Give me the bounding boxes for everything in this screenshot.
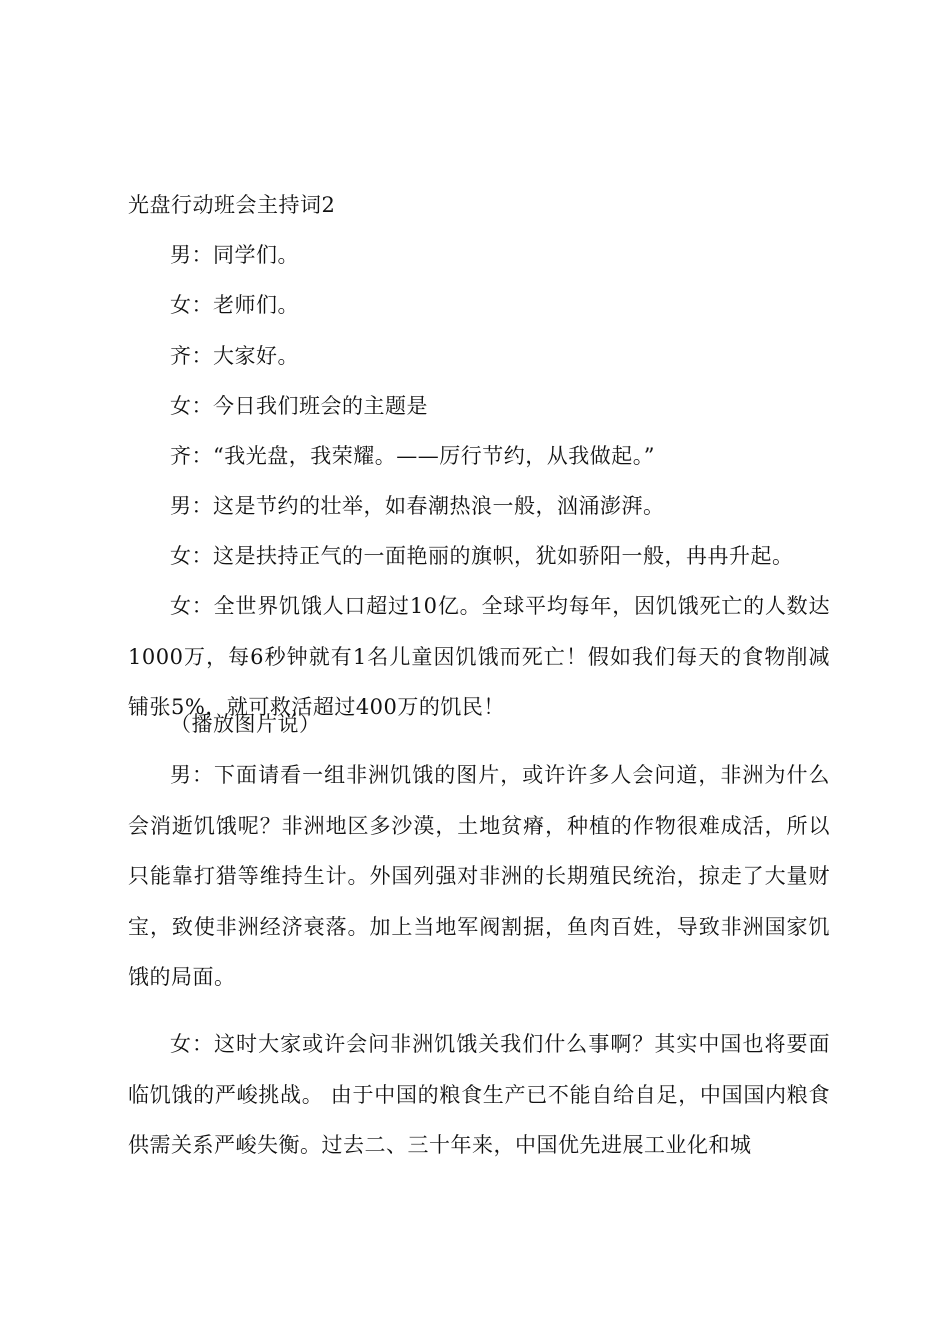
paragraph-hunger: 女：全世界饥饿人口超过10亿。全球平均每年，因饥饿死亡的人数达1000万，每6秒钟就有1名儿童因饥饿而死亡！假如我们每天的食物削减铺张5%，就可救活超过400万的饥民！ bbox=[128, 594, 830, 719]
dialogue-line-1: 男：同学们。 bbox=[170, 243, 299, 267]
dialogue-line-5: 齐：“我光盘，我荣耀。——厉行节约，从我做起。” bbox=[170, 444, 655, 468]
dialogue-line-7: 女：这是扶持正气的一面艳丽的旗帜，犹如骄阳一般，冉冉升起。 bbox=[170, 544, 794, 568]
dialogue-line-4: 女：今日我们班会的主题是 bbox=[170, 394, 428, 418]
paragraph-africa: 男：下面请看一组非洲饥饿的图片，或许许多人会问道，非洲为什么会消逝饥饿呢？非洲地区多沙漠，土地贫瘠，种植的作物很难成活，所以只能靠打猎等维持生计。外国列强对非洲的长期殖民统治，掠走了大量财宝，致使非洲经济衰落。加上当地军阀割据，鱼肉百姓，导致非洲国家饥饿的局面。 bbox=[128, 763, 830, 989]
paragraph-china: 女：这时大家或许会问非洲饥饿关我们什么事啊？其实中国也将要面临饥饿的严峻挑战。 由于中国的粮食生产已不能自给自足，中国国内粮食供需关系严峻失衡。过去二、三十年来，中国优先进展工业化和城 bbox=[128, 1032, 830, 1157]
dialogue-line-6: 男：这是节约的壮举，如春潮热浪一般，汹涌澎湃。 bbox=[170, 494, 665, 518]
document-title: 光盘行动班会主持词2 bbox=[128, 193, 336, 217]
dialogue-line-3: 齐：大家好。 bbox=[170, 344, 299, 368]
dialogue-line-2: 女：老师们。 bbox=[170, 293, 299, 317]
stage-note: （播放图片说） bbox=[170, 712, 321, 736]
